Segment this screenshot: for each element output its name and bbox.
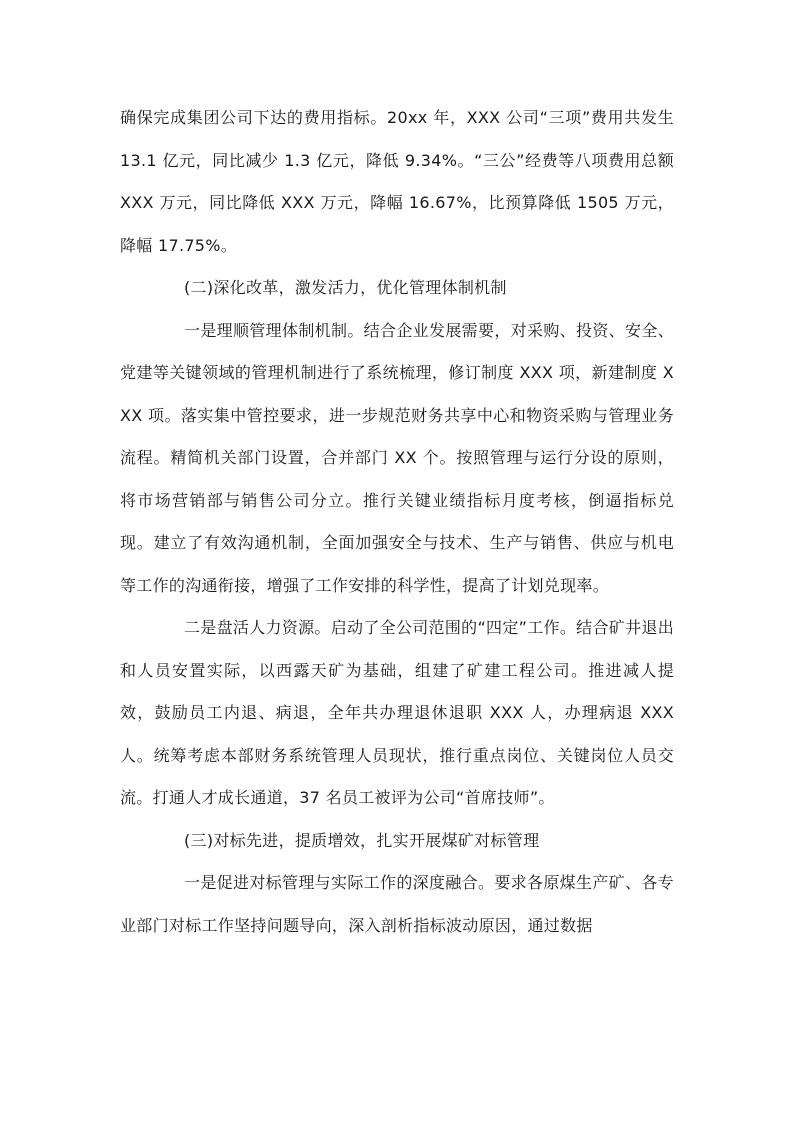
document-body [120, 97, 674, 947]
paragraph-benchmark-integration: 一是促进对标管理与实际工作的深度融合。要求各原煤生产矿、各专业部门对标工作坚持问题导向，深入剖析指标波动原因，通过数据 [120, 873, 674, 935]
paragraph-human-resources: 二是盘活人力资源。启动了全公司范围的“四定”工作。结合矿井退出和人员安置实际，以西露天矿为基础，组建了矿建工程公司。推进减人提效，鼓励员工内退、病退，全年共办理退休退职 XXX 人，办理病退 XXX 人。统筹考虑本部财务系统管理人员现状，推行重点岗位、关键岗位人员交流。打通人才成长通道，37 名员工被评为公司“首席技师”。 [120, 618, 674, 807]
section-heading-reform: (二)深化改革，激发活力，优化管理体制机制 [184, 278, 507, 297]
paragraph-management-system: 一是理顺管理体制机制。结合企业发展需要，对采购、投资、安全、党建等关键领域的管理机制进行了系统梳理，修订制度 XXX 项，新建制度 XXX 项。落实集中管控要求，进一步规范财务共享中心和物资采购与管理业务流程。精简机关部门设置，合并部门 XX 个。按照管理与运行分设的原则，将市场营销部与销售公司分立。推行关键业绩指标月度考核，倒逼指标兑现。建立了有效沟通机制，全面加强安全与技术、生产与销售、供应与机电等工作的沟通衔接，增强了工作安排的科学性，提高了计划兑现率。 [120, 320, 674, 595]
section-heading-benchmarking: (三)对标先进，提质增效，扎实开展煤矿对标管理 [184, 830, 540, 850]
paragraph-expense-summary: 确保完成集团公司下达的费用指标。20xx 年，XXX 公司“三项”费用共发生 13.1 亿元，同比减少 1.3 亿元，降低 9.34%。“三公”经费等八项费用总额 XXX 万元，同比降低 XXX 万元，降幅 16.67%，比预算降低 1505 万元，降幅 17.75%。 [120, 108, 674, 255]
